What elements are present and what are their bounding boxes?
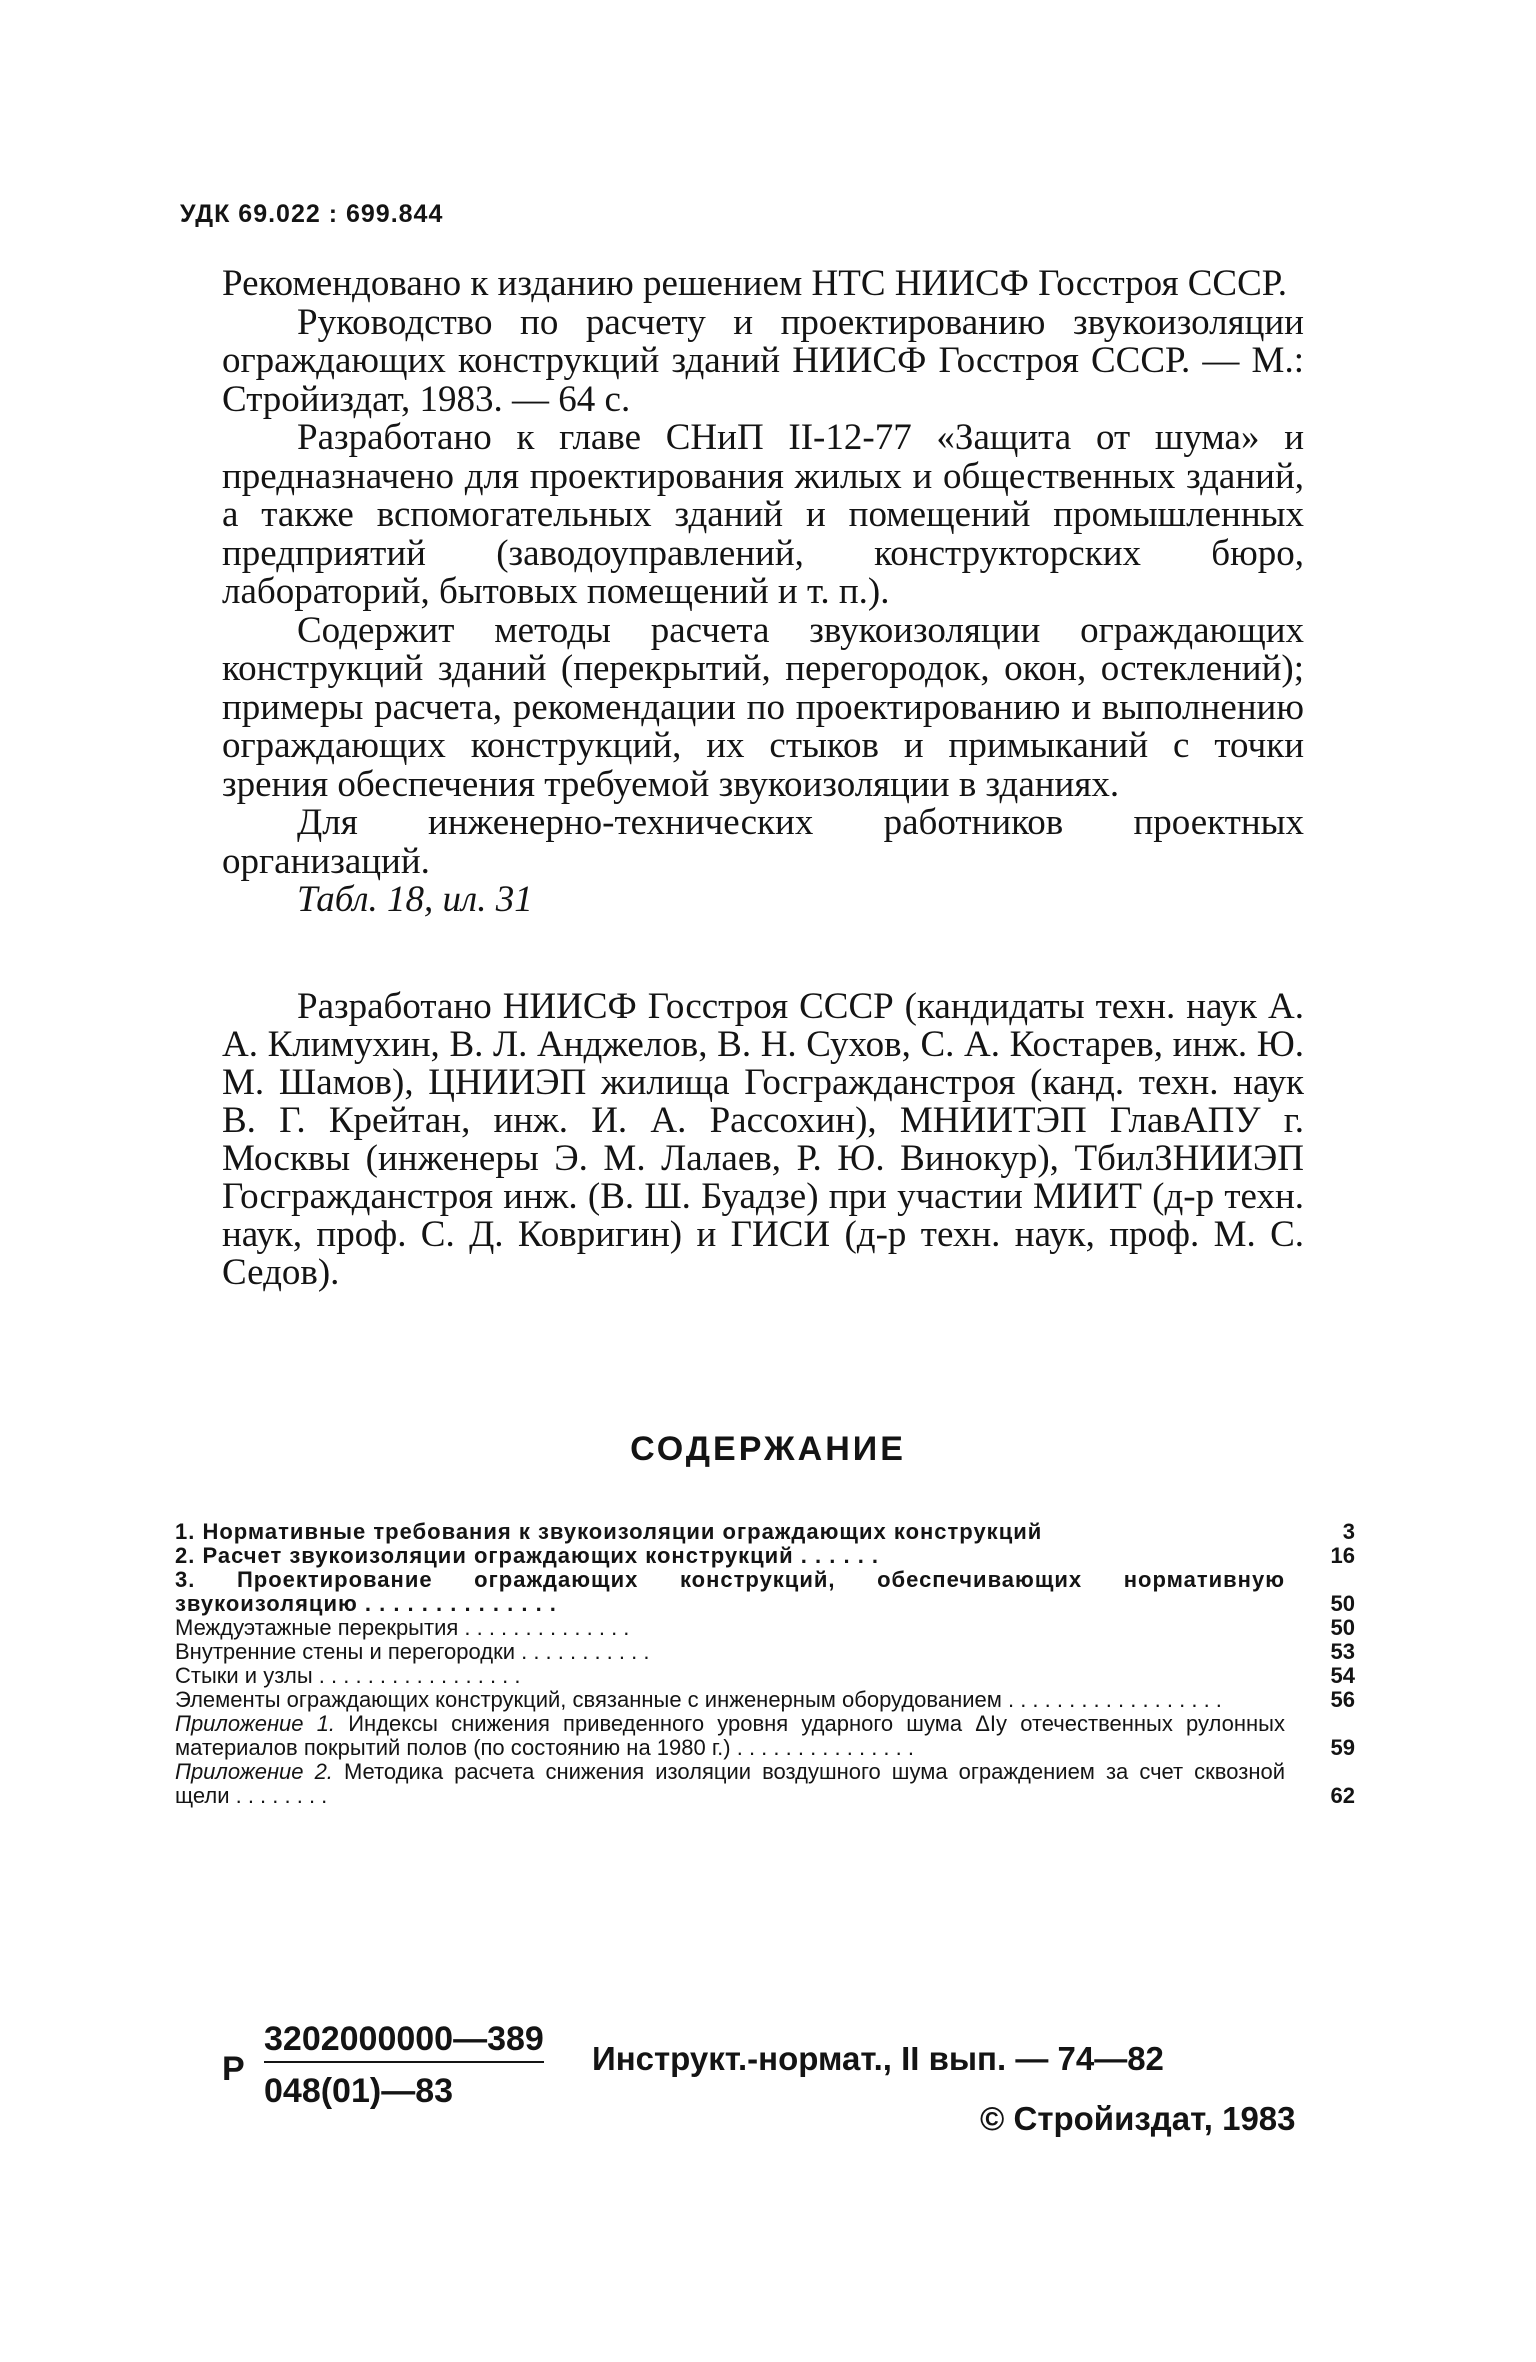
toc-item-page: 54: [1330, 1663, 1355, 1688]
recommendation-note: Рекомендовано к изданию решением НТС НИИСФ Госстроя СССР.: [222, 263, 1287, 304]
toc-item-page: 59: [1330, 1735, 1355, 1760]
bibliographic-citation: Руководство по расчету и проектированию звукоизоляции ограждающих конструкций зданий НИИСФ Госстроя СССР. — М.: Стройиздат, 1983. — 64 с.: [222, 301, 1304, 420]
toc-item: [175, 1664, 1355, 1688]
table-of-contents: [175, 1520, 1355, 1808]
toc-item-page: 50: [1330, 1615, 1355, 1640]
toc-item-page: 3: [1342, 1519, 1355, 1544]
toc-item-text: Внутренние стены и перегородки . . . . . . . . . . .: [175, 1639, 650, 1664]
udk-code: УДК 69.022 : 699.844: [180, 200, 444, 228]
toc-item-text: 3. Проектирование ограждающих конструкций, обеспечивающих нормативную звукоизоляцию . . . . . . . . . . . . . .: [175, 1567, 1285, 1616]
audience-note: Для инженерно-технических работников проектных организаций.: [222, 802, 1304, 882]
toc-item: [175, 1544, 1355, 1568]
toc-item: [175, 1568, 1355, 1616]
appendix-label: Приложение 2.: [175, 1759, 333, 1784]
tables-illustrations-count: Табл. 18, ил. 31: [297, 879, 533, 920]
toc-item-text: 2. Расчет звукоизоляции ограждающих конструкций . . . . . .: [175, 1543, 880, 1568]
toc-item: [175, 1640, 1355, 1664]
catalog-letter: Р: [222, 2050, 245, 2088]
toc-item-page: 53: [1330, 1639, 1355, 1664]
toc-item-text: Междуэтажные перекрытия . . . . . . . . . . . . . .: [175, 1615, 630, 1640]
copyright-line: © Стройиздат, 1983: [980, 2100, 1296, 2137]
toc-item-page: 16: [1330, 1543, 1355, 1568]
toc-item: [175, 1520, 1355, 1544]
appendix-title: Методика расчета снижения изоляции воздушного шума ограждением за счет сквозной щели . . . . . . . .: [175, 1759, 1285, 1808]
toc-item-page: 56: [1330, 1687, 1355, 1712]
toc-item-text: [175, 1760, 1285, 1808]
toc-item-page: 62: [1330, 1783, 1355, 1808]
toc-item-text: [175, 1712, 1285, 1760]
catalog-denominator: 048(01)—83: [264, 2072, 454, 2110]
toc-item: [175, 1760, 1355, 1808]
toc-item-page: 50: [1330, 1591, 1355, 1616]
toc-item: [175, 1616, 1355, 1640]
toc-item: [175, 1688, 1355, 1712]
toc-item: [175, 1712, 1355, 1760]
appendix-title: Индексы снижения приведенного уровня ударного шума ΔIу отечественных рулонных материалов покрытий полов (по состоянию на 1980 г.) . . . . . . . . . . . . . . .: [175, 1711, 1285, 1760]
authors-paragraph: Разработано НИИСФ Госстроя СССР (кандидаты техн. наук А. А. Климухин, В. Л. Анджелов, В. Н. Сухов, С. А. Костарев, инж. Ю. М. Шамов), ЦНИИЭП жилища Госгражданстроя (канд. техн. наук В. Г. Крейтан, инж. И. А. Рассохин), МНИИТЭП ГлавАПУ г. Москвы (инженеры Э. М. Лалаев, Р. Ю. Винокур), ТбилЗНИИЭП Госгражданстроя инж. (В. Ш. Буадзе) при участии МИИТ (д-р техн. наук, проф. С. Д. Ковригин) и ГИСИ (д-р техн. наук, проф. М. С. Седов).: [222, 986, 1304, 1293]
scope-paragraph: Разработано к главе СНиП II-12-77 «Защита от шума» и предназначено для проектирования жилых и общественных зданий, а также вспомогательных зданий и помещений промышленных предприятий (заводоуправлений, конструкторских бюро, лабораторий, бытовых помещений и т. п.).: [222, 417, 1304, 612]
contents-title: СОДЕРЖАНИЕ: [630, 1430, 906, 1468]
toc-item-text: Элементы ограждающих конструкций, связанные с инженерным оборудованием . . . . . . . . . . . . . . . . . .: [175, 1687, 1222, 1712]
contents-summary: Содержит методы расчета звукоизоляции ограждающих конструкций зданий (перекрытий, перегородок, окон, остеклений); примеры расчета, рекомендации по проектированию и выполнению ограждающих конструкций, их стыков и примыканий с точки зрения обеспечения требуемой звукоизоляции в зданиях.: [222, 609, 1304, 805]
catalog-numerator: 3202000000—389: [264, 2020, 544, 2063]
series-info: Инструкт.-нормат., II вып. — 74—82: [592, 2040, 1164, 2077]
appendix-label: Приложение 1.: [175, 1711, 336, 1736]
toc-item-text: Стыки и узлы . . . . . . . . . . . . . . . . .: [175, 1663, 521, 1688]
annotation: [222, 265, 1304, 920]
toc-item-text: 1. Нормативные требования к звукоизоляции ограждающих конструкций: [175, 1519, 1043, 1544]
